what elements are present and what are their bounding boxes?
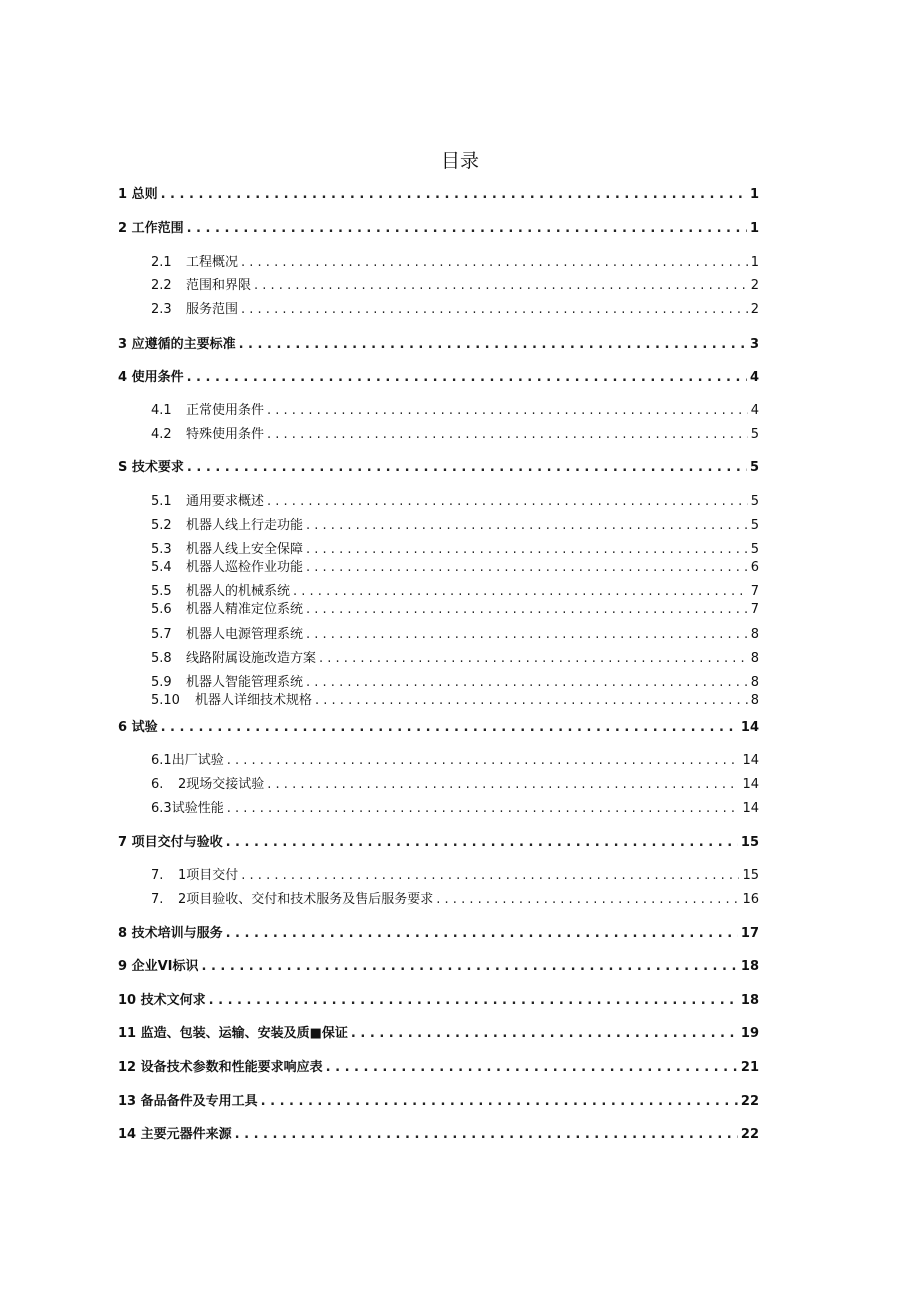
toc-entry-5[interactable]: S 技术要求 . . . 5 (118, 460, 759, 476)
toc-entry-6[interactable]: 6 试验 . . . 14 (118, 720, 759, 736)
toc-entry-6-2[interactable]: 6. 2现场交接试验 . . . 14 (151, 777, 759, 793)
toc-entry-9[interactable]: 9 企业VI标识 . . . 18 (118, 959, 759, 975)
toc-entry-4-1[interactable]: 4.1 正常使用条件 . . . 4 (151, 403, 759, 419)
toc-entry-6-3[interactable]: 6.3 试验性能 . . . 14 (151, 801, 759, 817)
toc-title: 目录 (440, 150, 479, 172)
toc-entry-5-3[interactable]: 5.3 机器人线上安全保障 . . . 5 (151, 542, 759, 558)
toc-entry-5-8[interactable]: 5.8 线路附属设施改造方案 . . . 8 (151, 651, 759, 667)
toc-entry-14[interactable]: 14 主要元器件来源 . . . 22 (118, 1127, 759, 1143)
toc-entry-7-1[interactable]: 7. 1项目交付 . . . 15 (151, 868, 759, 884)
toc-entry-2-3[interactable]: 2.3 服务范围 . . . 2 (151, 302, 759, 318)
toc-entry-5-6[interactable]: 5.6 机器人精准定位系统 . . . 7 (151, 602, 759, 618)
toc-entry-7-2[interactable]: 7. 2项目验收、交付和技术服务及售后服务要求 . . . 16 (151, 892, 759, 908)
toc-entry-5-1[interactable]: 5.1 通用要求概述 . . . 5 (151, 494, 759, 510)
toc-entry-4-2[interactable]: 4.2 特殊使用条件 . . . 5 (151, 427, 759, 443)
toc-entry-5-9[interactable]: 5.9 机器人智能管理系统 . . . 8 (151, 675, 759, 691)
toc-entry-12[interactable]: 12 设备技术参数和性能要求响应表 . . . 21 (118, 1060, 759, 1076)
toc-entry-11[interactable]: 11 监造、包装、运输、安装及质■保证 . . . 19 (118, 1026, 759, 1042)
toc-entry-10[interactable]: 10 技术文何求 . . . 18 (118, 993, 759, 1009)
toc-entry-4[interactable]: 4 使用条件 . . . 4 (118, 370, 759, 386)
toc-entry-2-1[interactable]: 2.1 工程概况 . . . 1 (151, 255, 759, 271)
toc-entry-1[interactable]: 1 总则 . . . 1 (118, 187, 759, 203)
toc-entry-5-10[interactable]: 5.10 机器人详细技术规格 . . . 8 (151, 693, 759, 709)
toc-entry-13[interactable]: 13 备品备件及专用工具 . . . 22 (118, 1094, 759, 1110)
toc-entry-5-5[interactable]: 5.5 机器人的机械系统 . . . 7 (151, 584, 759, 600)
toc-entry-5-4[interactable]: 5.4 机器人巡检作业功能 . . . 6 (151, 560, 759, 576)
toc-entry-8[interactable]: 8 技术培训与服务 . . . 17 (118, 926, 759, 942)
toc-entry-7[interactable]: 7 项目交付与验收 . . . 15 (118, 835, 759, 851)
toc-entry-6-1[interactable]: 6.1 出厂试验 . . . 14 (151, 753, 759, 769)
toc-entry-2[interactable]: 2 工作范围 . . . 1 (118, 221, 759, 237)
toc-entry-3[interactable]: 3 应遵循的主要标准 . . . 3 (118, 337, 759, 353)
toc-entry-5-7[interactable]: 5.7 机器人电源管理系统 . . . 8 (151, 627, 759, 643)
toc-entry-2-2[interactable]: 2.2 范围和界限 . . . 2 (151, 278, 759, 294)
toc-entry-5-2[interactable]: 5.2 机器人线上行走功能 . . . 5 (151, 518, 759, 534)
